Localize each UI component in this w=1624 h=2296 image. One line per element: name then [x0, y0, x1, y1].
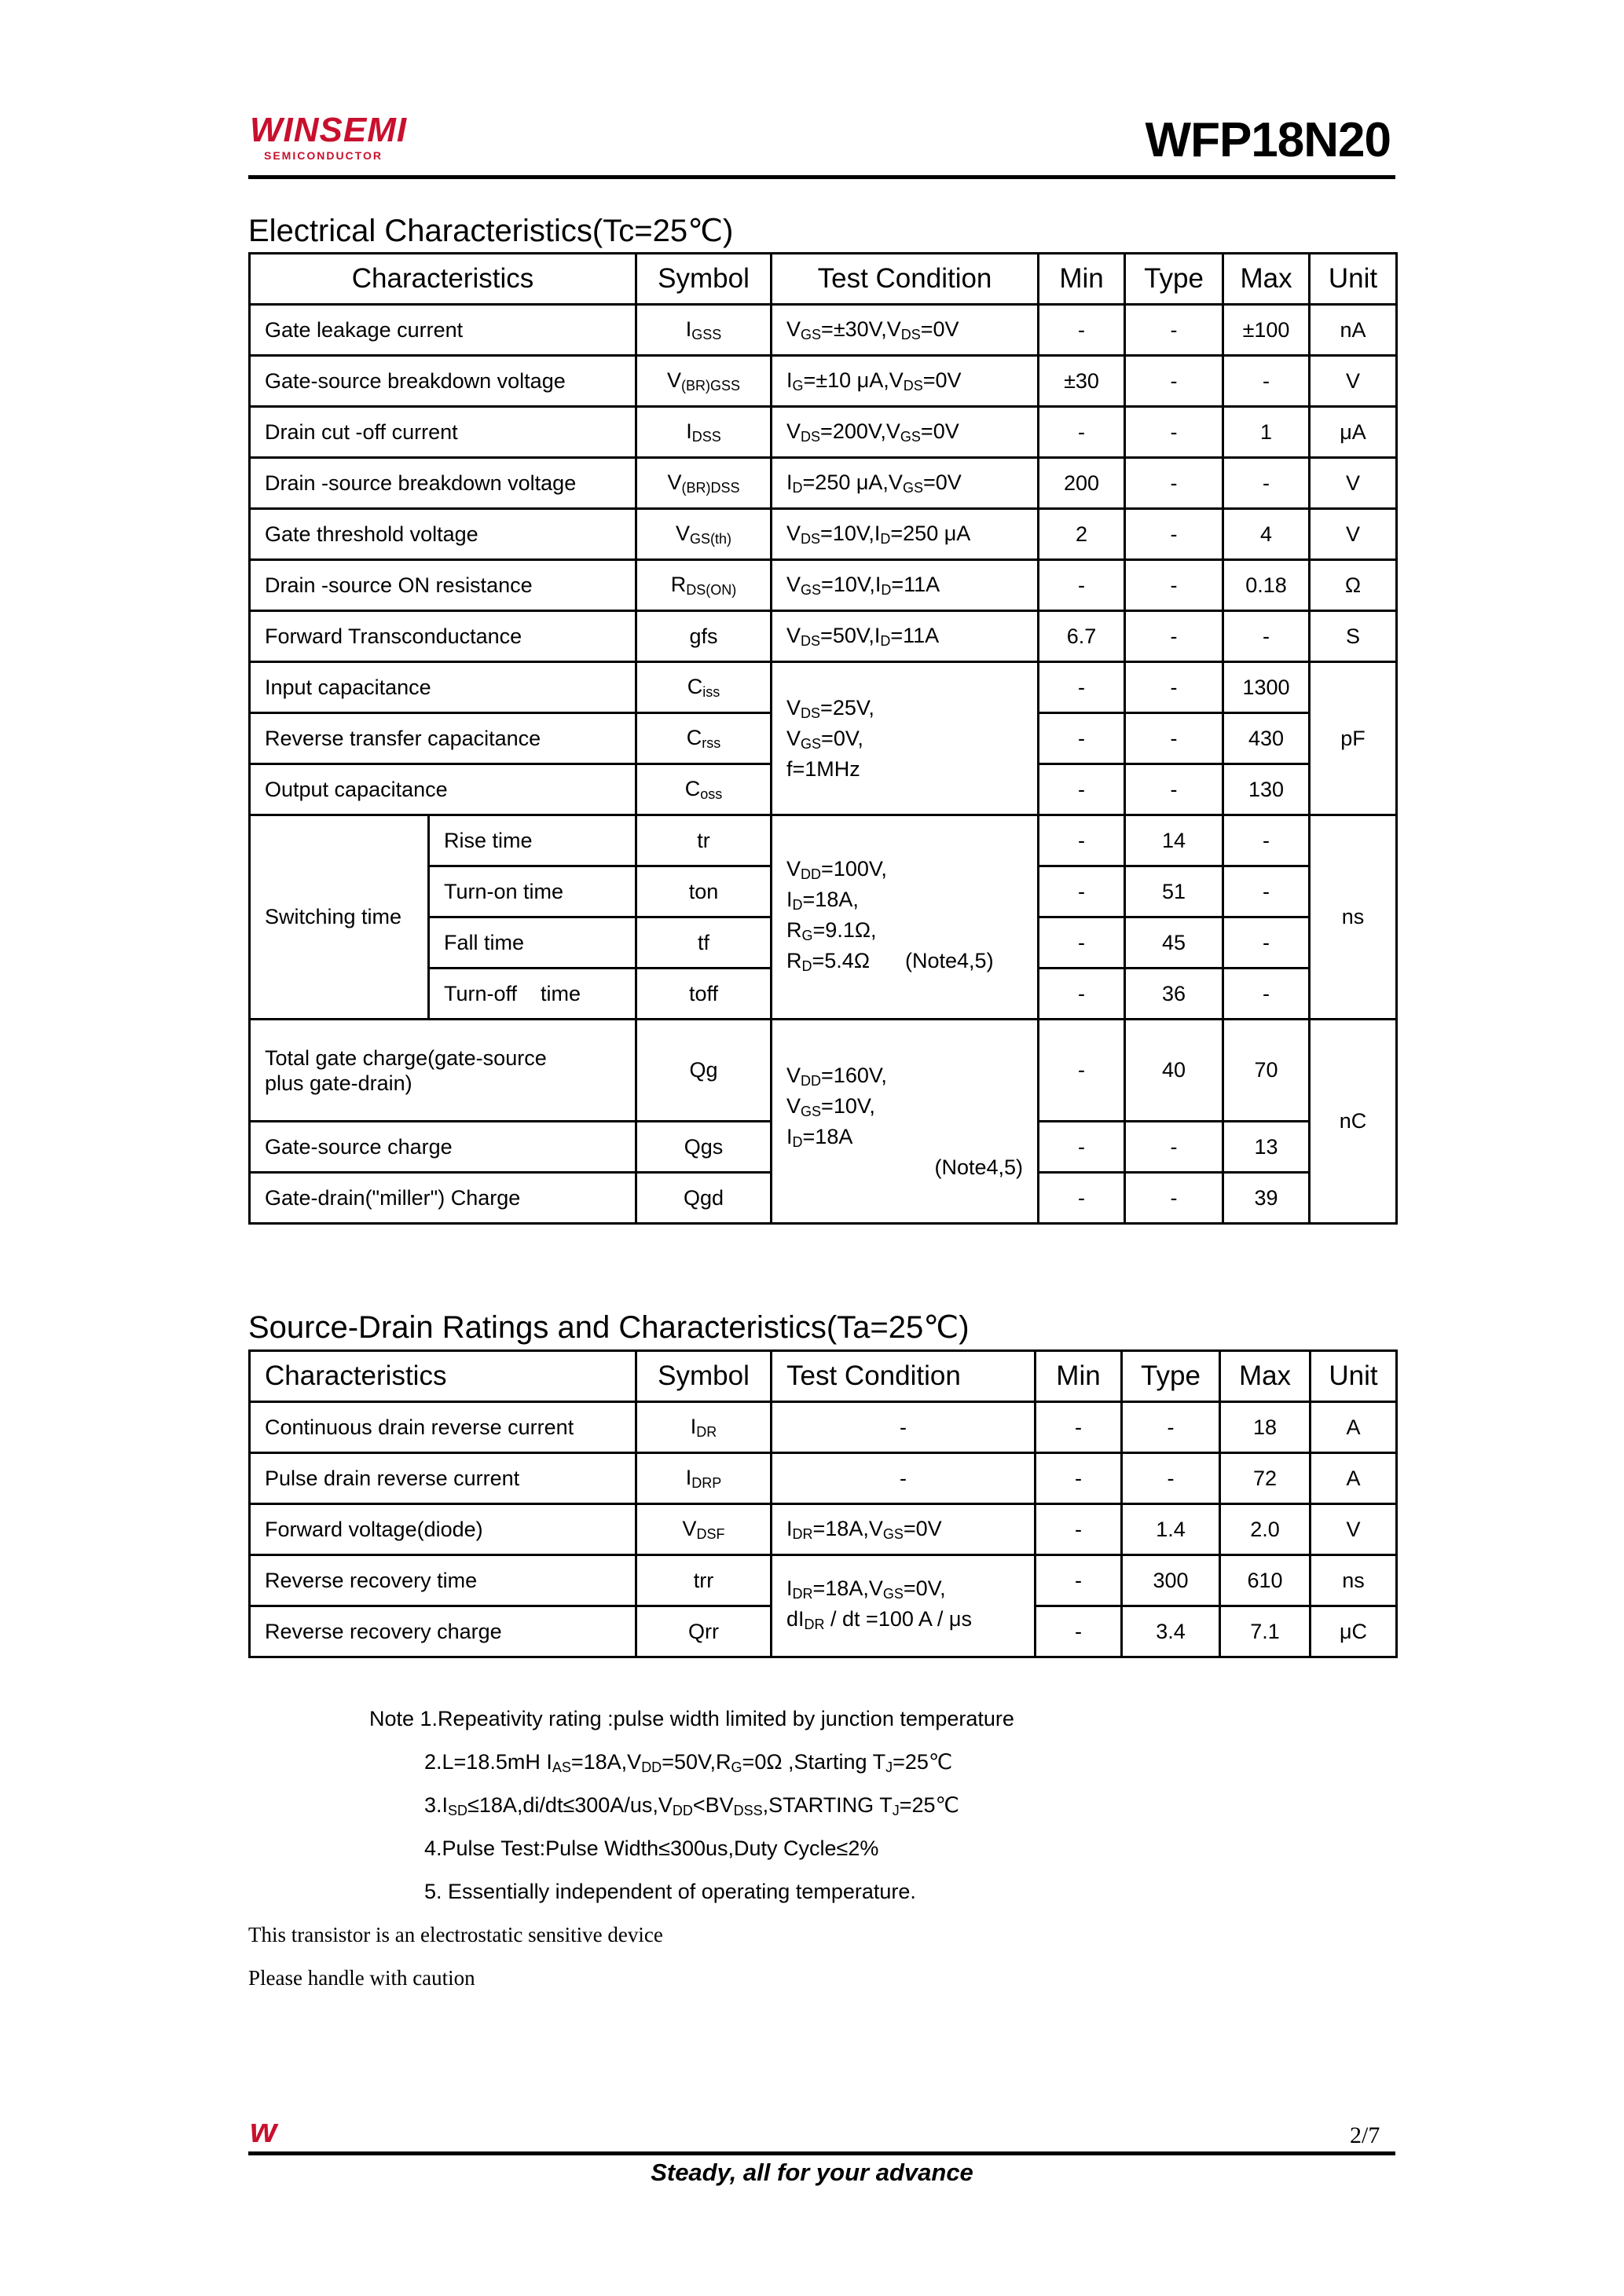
table-row	[250, 1555, 1397, 1606]
cell-typ: -	[1125, 458, 1223, 509]
cell-symbol: Qrr	[636, 1606, 772, 1657]
cell-typ: -	[1125, 509, 1223, 560]
cell-unit: V	[1310, 509, 1397, 560]
cell-unit-switching: ns	[1310, 815, 1397, 1020]
cell-condition-switching: $V_{DD}=100V$, $I_D=18A$, $R_G=9.1\Omega$, $R_D=5.4\Omega$ (Note4,5)	[772, 815, 1039, 1020]
table-header-row	[250, 254, 1397, 305]
cell-typ: -	[1125, 1122, 1223, 1173]
cell-min: ±30	[1039, 356, 1125, 407]
cell-characteristic: Drain -source ON resistance	[250, 560, 636, 611]
cell-characteristic: Gate-source charge	[250, 1122, 636, 1173]
cell-characteristic: Pulse drain reverse current	[250, 1453, 636, 1504]
cell-min: -	[1036, 1606, 1122, 1657]
cell-switching-name: Rise time	[429, 815, 636, 866]
cell-max: 1	[1223, 407, 1310, 458]
cell-symbol: tr	[636, 815, 772, 866]
cell-max: -	[1223, 917, 1310, 969]
cell-typ: 14	[1125, 815, 1223, 866]
cell-symbol: $C_{oss}$	[636, 764, 772, 815]
cell-min: -	[1039, 969, 1125, 1020]
header-max: Max	[1220, 1351, 1311, 1402]
cell-max: -	[1223, 458, 1310, 509]
cell-symbol: $I_{GSS}$	[636, 305, 772, 356]
table-row	[250, 356, 1397, 407]
cell-characteristic: Total gate charge(gate-source plus gate-drain)	[250, 1020, 636, 1122]
cell-characteristic: Drain -source breakdown voltage	[250, 458, 636, 509]
cell-max: 13	[1223, 1122, 1310, 1173]
cell-unit: Ω	[1310, 560, 1397, 611]
header-characteristics: Characteristics	[250, 254, 636, 305]
cell-max: 7.1	[1220, 1606, 1311, 1657]
cell-symbol: $C_{rss}$	[636, 713, 772, 764]
cell-symbol: Qgs	[636, 1122, 772, 1173]
table-row	[250, 1504, 1397, 1555]
cell-symbol: trr	[636, 1555, 772, 1606]
header-unit: Unit	[1310, 254, 1397, 305]
cell-min: 200	[1039, 458, 1125, 509]
footer-slogan: Steady, all for your advance	[651, 2159, 973, 2186]
cell-max: 0.18	[1223, 560, 1310, 611]
table-row	[250, 509, 1397, 560]
cell-symbol: Qgd	[636, 1173, 772, 1224]
table-row	[250, 407, 1397, 458]
cell-min: 2	[1039, 509, 1125, 560]
cell-max: 2.0	[1220, 1504, 1311, 1555]
cell-switching-name: Turn-on time	[429, 866, 636, 917]
cell-condition: $V_{GS}=10V,I_D=11A$	[772, 560, 1039, 611]
header-characteristics: Characteristics	[250, 1351, 636, 1402]
cell-min: -	[1039, 764, 1125, 815]
cell-condition: $I_G=\pm 10$ $\mu A,V_{DS}=0V$	[772, 356, 1039, 407]
cell-typ: -	[1125, 407, 1223, 458]
cell-max: 39	[1223, 1173, 1310, 1224]
cell-min: -	[1039, 1173, 1125, 1224]
cell-characteristic: Reverse recovery charge	[250, 1606, 636, 1657]
cell-max: 430	[1223, 713, 1310, 764]
handling-caution: Please handle with caution	[248, 1966, 475, 1990]
cell-condition-charge: $V_{DD}=160V$, $V_{GS}=10V$, $I_D=18A$ (Note4,5)	[772, 1020, 1039, 1224]
table-row	[250, 1020, 1397, 1122]
cell-typ: 45	[1125, 917, 1223, 969]
cell-symbol: Qg	[636, 1020, 772, 1122]
header-unit: Unit	[1311, 1351, 1397, 1402]
cell-symbol: $I_{DSS}$	[636, 407, 772, 458]
cell-characteristic: Forward Transconductance	[250, 611, 636, 662]
cell-unit: ns	[1311, 1555, 1397, 1606]
cell-min: 6.7	[1039, 611, 1125, 662]
table-row	[250, 560, 1397, 611]
header-min: Min	[1039, 254, 1125, 305]
header-symbol: Symbol	[636, 254, 772, 305]
cell-switching-name: Fall time	[429, 917, 636, 969]
header-min: Min	[1036, 1351, 1122, 1402]
cell-unit-capacitance: pF	[1310, 662, 1397, 815]
header-type: Type	[1125, 254, 1223, 305]
cell-unit: nA	[1310, 305, 1397, 356]
cell-unit: V	[1311, 1504, 1397, 1555]
cell-characteristic: Drain cut -off current	[250, 407, 636, 458]
cell-symbol: $I_{DR}$	[636, 1402, 772, 1453]
cell-condition-capacitance: $V_{DS}=25V$, $V_{GS}=0V$, f=1MHz	[772, 662, 1039, 815]
cell-typ: -	[1125, 611, 1223, 662]
cell-typ: 51	[1125, 866, 1223, 917]
cell-min: -	[1039, 815, 1125, 866]
cell-symbol: ton	[636, 866, 772, 917]
cell-condition: $I_D=250$ $\mu A,V_{GS}=0V$	[772, 458, 1039, 509]
cell-characteristic: Reverse transfer capacitance	[250, 713, 636, 764]
cell-switching-name: Turn-off time	[429, 969, 636, 1020]
cell-typ: -	[1122, 1402, 1220, 1453]
cell-max: 610	[1220, 1555, 1311, 1606]
electrical-section-title: Electrical Characteristics(Tc=25℃)	[248, 214, 734, 248]
table-row	[250, 611, 1397, 662]
cell-unit: V	[1310, 356, 1397, 407]
cell-min: -	[1039, 917, 1125, 969]
cell-max: ±100	[1223, 305, 1310, 356]
cell-unit-charge: nC	[1310, 1020, 1397, 1224]
cell-symbol: toff	[636, 969, 772, 1020]
note-3: $3.I_{SD}\le 18A,di/dt\le 300A/us,V_{DD}<BV_{DSS},STARTING$ $T_J=25℃$	[424, 1793, 959, 1818]
table-row	[250, 815, 1397, 866]
cell-typ: 1.4	[1122, 1504, 1220, 1555]
cell-condition: $V_{GS}=\pm 30V,V_{DS}=0V$	[772, 305, 1039, 356]
cell-min: -	[1036, 1504, 1122, 1555]
cell-condition-recovery: $I_{DR}=18A,V_{GS}=0V$, $dI_{DR}$ / dt =100 A / μs	[772, 1555, 1036, 1657]
cell-symbol: $V_{(BR)GSS}$	[636, 356, 772, 407]
cell-switching-label: Switching time	[250, 815, 429, 1020]
note-5: 5. Essentially independent of operating temperature.	[424, 1880, 916, 1903]
cell-characteristic: Continuous drain reverse current	[250, 1402, 636, 1453]
footer-divider	[248, 2151, 1395, 2155]
cell-unit: μC	[1311, 1606, 1397, 1657]
cell-max: -	[1223, 611, 1310, 662]
note-4: 4.Pulse Test:Pulse Width≤300us,Duty Cycle≤2%	[424, 1836, 879, 1860]
part-number-title: WFP18N20	[1145, 113, 1391, 167]
cell-unit: A	[1311, 1453, 1397, 1504]
esd-warning: This transistor is an electrostatic sensitive device	[248, 1923, 663, 1946]
cell-condition: $V_{DS}=10V,I_D=250$ μA	[772, 509, 1039, 560]
header-test-condition: Test Condition	[772, 254, 1039, 305]
cell-min: -	[1039, 866, 1125, 917]
cell-characteristic: Output capacitance	[250, 764, 636, 815]
note-1: Note 1.Repeativity rating :pulse width limited by junction temperature	[369, 1707, 1014, 1730]
cell-min: -	[1039, 1122, 1125, 1173]
cell-symbol: $I_{DRP}$	[636, 1453, 772, 1504]
cell-typ: -	[1125, 764, 1223, 815]
source-drain-section-title: Source-Drain Ratings and Characteristics(Ta=25℃)	[248, 1310, 970, 1345]
cell-condition: $V_{DS}=50V,I_D=11A$	[772, 611, 1039, 662]
cell-max: 130	[1223, 764, 1310, 815]
header-symbol: Symbol	[636, 1351, 772, 1402]
table-row	[250, 662, 1397, 713]
cell-condition: $V_{DS}=200V,V_{GS}=0V$	[772, 407, 1039, 458]
page-number: 2/7	[1350, 2122, 1380, 2148]
cell-typ: -	[1125, 1173, 1223, 1224]
source-drain-table	[248, 1349, 1398, 1658]
cell-min: -	[1036, 1453, 1122, 1504]
table-row	[250, 305, 1397, 356]
table-row	[250, 458, 1397, 509]
cell-max: -	[1223, 356, 1310, 407]
cell-min: -	[1039, 713, 1125, 764]
cell-typ: 300	[1122, 1555, 1220, 1606]
cell-max: -	[1223, 969, 1310, 1020]
cell-min: -	[1039, 560, 1125, 611]
cell-max: 70	[1223, 1020, 1310, 1122]
cell-condition: -	[772, 1453, 1036, 1504]
cell-characteristic: Input capacitance	[250, 662, 636, 713]
cell-characteristic: Forward voltage(diode)	[250, 1504, 636, 1555]
cell-min: -	[1036, 1402, 1122, 1453]
cell-symbol: $C_{iss}$	[636, 662, 772, 713]
cell-typ: -	[1125, 356, 1223, 407]
cell-min: -	[1039, 305, 1125, 356]
cell-symbol: gfs	[636, 611, 772, 662]
cell-characteristic: Reverse recovery time	[250, 1555, 636, 1606]
cell-characteristic: Gate-drain("miller") Charge	[250, 1173, 636, 1224]
cell-characteristic: Gate threshold voltage	[250, 509, 636, 560]
cell-min: -	[1039, 407, 1125, 458]
table-row	[250, 1453, 1397, 1504]
header-divider	[248, 175, 1395, 179]
cell-unit: S	[1310, 611, 1397, 662]
cell-typ: 3.4	[1122, 1606, 1220, 1657]
cell-max: 18	[1220, 1402, 1311, 1453]
header-type: Type	[1122, 1351, 1220, 1402]
cell-typ: 40	[1125, 1020, 1223, 1122]
cell-symbol: $V_{(BR)DSS}$	[636, 458, 772, 509]
cell-symbol: $V_{GS(th)}$	[636, 509, 772, 560]
table-row	[250, 1402, 1397, 1453]
cell-typ: -	[1125, 305, 1223, 356]
brand-logo: WINSEMI	[250, 111, 408, 149]
cell-typ: -	[1125, 662, 1223, 713]
footer-logo-icon: w	[250, 2111, 277, 2150]
cell-characteristic: Gate-source breakdown voltage	[250, 356, 636, 407]
cell-max: 1300	[1223, 662, 1310, 713]
brand-logo-subtitle: SEMICONDUCTOR	[264, 149, 383, 162]
cell-unit: A	[1311, 1402, 1397, 1453]
cell-min: -	[1036, 1555, 1122, 1606]
header-test-condition: Test Condition	[772, 1351, 1036, 1402]
cell-min: -	[1039, 662, 1125, 713]
electrical-table	[248, 252, 1398, 1225]
cell-unit: V	[1310, 458, 1397, 509]
cell-condition: $I_{DR}=18A,V_{GS}=0V$	[772, 1504, 1036, 1555]
table-header-row	[250, 1351, 1397, 1402]
cell-max: 4	[1223, 509, 1310, 560]
cell-condition: -	[772, 1402, 1036, 1453]
cell-symbol: $V_{DSF}$	[636, 1504, 772, 1555]
cell-characteristic: Gate leakage current	[250, 305, 636, 356]
cell-symbol: tf	[636, 917, 772, 969]
cell-max: -	[1223, 866, 1310, 917]
cell-max: 72	[1220, 1453, 1311, 1504]
cell-symbol: $R_{DS(ON)}$	[636, 560, 772, 611]
cell-max: -	[1223, 815, 1310, 866]
cell-typ: -	[1125, 560, 1223, 611]
cell-typ: -	[1125, 713, 1223, 764]
cell-typ: -	[1122, 1453, 1220, 1504]
cell-unit: μA	[1310, 407, 1397, 458]
header-max: Max	[1223, 254, 1310, 305]
cell-typ: 36	[1125, 969, 1223, 1020]
cell-min: -	[1039, 1020, 1125, 1122]
note-2: 2.L=18.5mH $I_{AS}=18A,V_{DD}=50V,R_G=0\Omega$ ,Starting $T_J=25℃$	[424, 1750, 953, 1775]
